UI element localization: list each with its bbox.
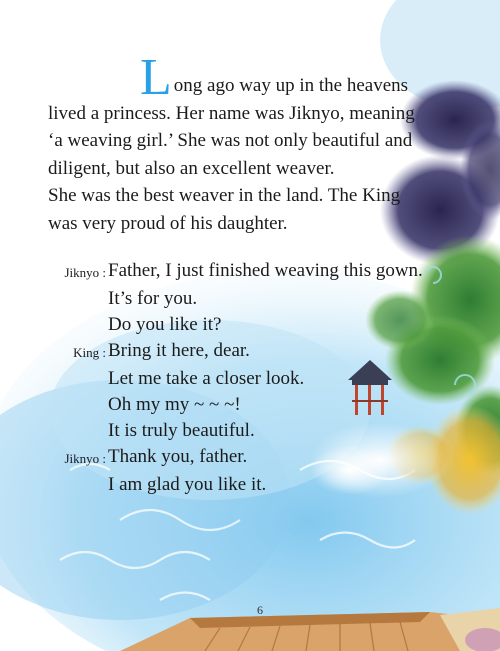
dialogue-line <box>34 258 484 286</box>
dialogue-text: It is truly beautiful. <box>108 420 255 441</box>
dialogue-text: Father, I just finished weaving this gown. <box>108 260 423 281</box>
dialogue-text: Bring it here, dear. <box>108 340 250 361</box>
speaker-label: Jiknyo : <box>64 451 106 466</box>
dialogue-line <box>34 312 484 338</box>
dialogue-line <box>34 444 484 472</box>
dialogue-text: Do you like it? <box>108 314 222 335</box>
dialogue-text: Thank you, father. <box>108 446 248 467</box>
speaker-label: King : <box>73 345 106 360</box>
dialogue-line <box>34 392 484 418</box>
speaker-label: Jiknyo : <box>64 265 106 280</box>
intro-line-2: lived a princess. Her name was Jiknyo, meaning <box>48 102 415 124</box>
speaker-label <box>34 286 108 312</box>
speaker-label <box>34 366 108 392</box>
dialogue-text: Oh my my ~ ~ ~! <box>108 394 241 415</box>
speaker-label <box>34 392 108 418</box>
dialogue-line <box>34 286 484 312</box>
dialogue-line <box>34 366 484 392</box>
story-paragraph <box>48 49 468 237</box>
dialogue-text: Let me take a closer look. <box>108 368 305 389</box>
dialogue-line <box>34 472 484 498</box>
dialogue-line <box>34 338 484 366</box>
speaker-label <box>34 418 108 444</box>
dialogue-line <box>34 418 484 444</box>
dialogue <box>34 258 484 498</box>
intro-line-4: diligent, but also an excellent weaver. <box>48 157 335 179</box>
intro-line-1: Long ago way up in the heavens <box>140 49 409 106</box>
speaker-label <box>34 312 108 338</box>
intro-line-3: ‘a weaving girl.’ She was not only beautiful and <box>48 130 413 151</box>
dialogue-text: It’s for you. <box>108 288 198 309</box>
intro-line-6: was very proud of his daughter. <box>48 212 288 234</box>
page-number: 6 <box>257 603 263 617</box>
drop-cap: L <box>140 49 172 106</box>
speaker-label <box>34 472 108 498</box>
dialogue-text: I am glad you like it. <box>108 474 267 495</box>
intro-line-5: She was the best weaver in the land. The King <box>48 185 401 206</box>
